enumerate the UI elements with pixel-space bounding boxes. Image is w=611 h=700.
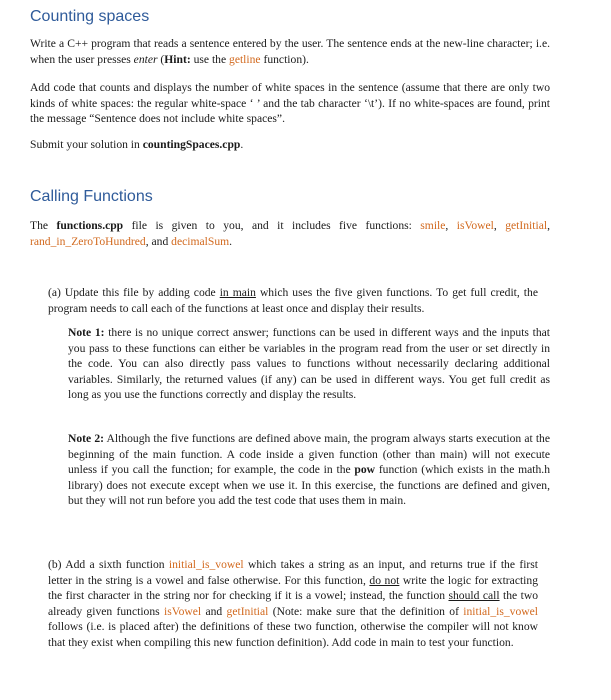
text: the two already given functions [48,589,538,618]
filename-functions: functions.cpp [56,219,124,232]
function-name-getinitial: getInitial [226,604,269,618]
enter-key-text: enter [133,52,158,66]
paragraph-whitespace-count: Add code that counts and displays the number of white spaces in the sentence (assume that there are only two kinds of white spaces: the regular white-space ‘ ’ and the tab character ‘\t’). If no white-spaces are found, print the message “Sentence does not include white spaces”. [30,81,550,125]
text: follows (i.e. is placed after) the definitions of these two function, otherwise the compiler will not know that they exist when compiling this new function definition). Add code in main to test your function. [48,620,538,649]
part-b-label: (b) [48,558,66,571]
heading-counting-spaces: Counting spaces [30,8,150,25]
text: , [493,219,506,232]
text: file is given to you, and it includes five functions: [123,219,421,232]
text: , [445,219,457,232]
part-a-label: (a) [48,286,65,299]
text: , [547,219,550,232]
underlined-in-main: in main [219,286,256,299]
text: function (which exists in the math.h library) does not execute except when we use it. In this exercise, the functions are defined and given, but they will not run before you add the test code that uses them in main. [68,463,550,508]
paragraph-submit [30,137,550,153]
paragraph-note-1 [68,325,550,403]
text: Submit your solution in [30,138,143,151]
text: Although the five functions are defined above main, the program always starts execution at the beginning of the main function. A code inside a given function (other than main) will not execute unless if you call the function; for example, the code in the [68,432,551,477]
pow-function-name: pow [354,463,376,477]
text: Write a C++ program that reads a sentence entered by the user. The sentence ends at the new-line character; i.e. when the user presses [30,37,550,66]
function-name-initial-is-vowel: initial_is_vowel [168,558,244,571]
heading-calling-functions: Calling Functions [30,188,153,205]
text: The [30,219,57,232]
paragraph-functions-intro [30,218,550,249]
text: , and [145,234,172,248]
paragraph-task-description [30,36,550,67]
text: . [229,234,233,248]
paragraph-part-b [48,557,538,651]
text: . [240,138,244,151]
function-name-isvowel: isVowel [163,604,202,618]
paragraph-part-a [48,285,538,316]
text: there is no unique correct answer; functions can be used in different ways and the inputs that you pass to these functions can either be variables in the program read from the user or set directly in the code. You can also directly pass values to functions without necessarily declaring additional variables. Similarly, the returned values (if any) can be used in different ways. You get full credit as long as you use the functions correctly and display the results. [68,326,550,402]
text: use the [190,52,230,66]
function-name-getinitial: getInitial [505,219,548,232]
getline-function-name: getline [229,52,261,66]
function-name-isvowel: isVowel [456,219,494,232]
text: which takes a string as an input, and returns true if the first letter in the string is a vowel and false otherwise. For this function, [48,558,539,587]
text: write the logic for extracting the first character in the string nor for checking if it is a vowel; instead, the function [48,573,538,603]
underlined-do-not: do not [369,573,400,587]
text: function). [260,52,309,66]
function-name-initial-is-vowel: initial_is_vowel [463,604,538,618]
filename-countingspaces: countingSpaces.cpp [142,138,241,151]
text: Update this file by adding code [64,286,220,299]
text: ( [157,52,165,66]
function-name-smile: smile [420,219,446,232]
paragraph-note-2 [68,431,550,509]
text: Add a sixth function [65,558,169,571]
function-name-rand-in-zerotohundred: rand_in_ZeroToHundred [30,234,146,248]
hint-label: Hint: [164,52,191,66]
underlined-should-call: should call [448,589,500,603]
text: which uses the five given functions. To get full credit, the program needs to call each of the functions at least once and display their results. [48,286,538,315]
note-2-label: Note 2: [68,432,104,445]
note-1-label: Note 1: [68,326,105,339]
function-name-decimalsum: decimalSum [171,234,230,248]
text: (Note: make sure that the definition of [268,604,464,618]
text: and [201,604,227,618]
